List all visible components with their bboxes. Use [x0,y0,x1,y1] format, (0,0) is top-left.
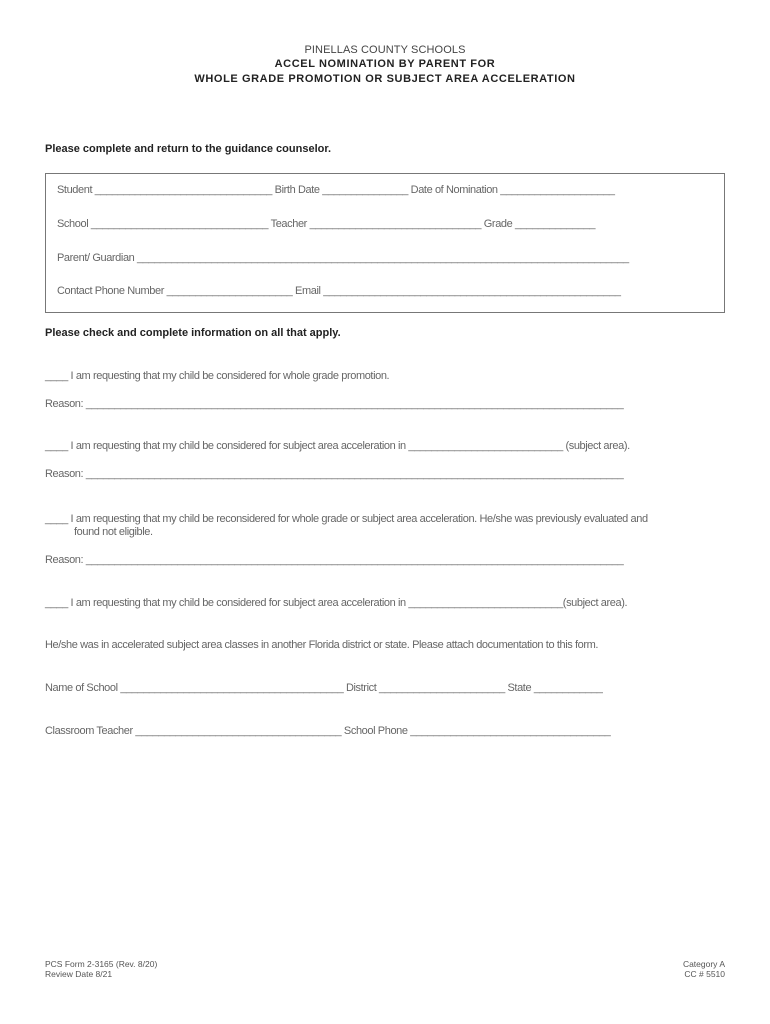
cc-number: CC # 5510 [684,969,725,979]
previous-school-row[interactable]: Name of School _______________________________________ District ______________________ State ____________ [45,682,603,694]
reason-whole-grade[interactable]: Reason: ______________________________________________________________________________________________ [45,398,624,410]
review-date: Review Date 8/21 [45,969,113,979]
contact-row[interactable]: Contact Phone Number ______________________ Email ____________________________________________________ [57,285,621,297]
category-label: Category A [682,959,725,969]
form-subtitle: WHOLE GRADE PROMOTION OR SUBJECT AREA ACCELERATION [194,73,576,85]
option-subject-area[interactable]: ____ I am requesting that my child be considered for subject area acceleration in ___________________________ (subject area). [45,440,630,452]
reason-subject-area[interactable]: Reason: ______________________________________________________________________________________________ [45,468,624,480]
parent-guardian-row[interactable]: Parent/ Guardian ______________________________________________________________________________________ [57,252,629,264]
option-reconsider-continued: found not eligible. [74,526,153,538]
reason-reconsider[interactable]: Reason: ______________________________________________________________________________________________ [45,554,624,566]
check-instructions: Please check and complete information on all that apply. [45,327,341,339]
previous-district-note: He/she was in accelerated subject area classes in another Florida district or state. Please attach documentation to this form. [45,639,599,651]
option-transfer-subject[interactable]: ____ I am requesting that my child be considered for subject area acceleration in ___________________________(subject area). [45,597,628,609]
option-reconsider[interactable]: ____ I am requesting that my child be reconsidered for whole grade or subject area acceleration. He/she was previously evaluated and [45,513,648,525]
form-title: ACCEL NOMINATION BY PARENT FOR [274,58,496,70]
school-info-row[interactable]: School _______________________________ Teacher ______________________________ Grade ______________ [57,218,596,230]
student-info-row[interactable]: Student _______________________________ Birth Date _______________ Date of Nomination ____________________ [57,184,615,196]
classroom-teacher-row[interactable]: Classroom Teacher ____________________________________ School Phone ___________________________________ [45,725,611,737]
return-instructions: Please complete and return to the guidance counselor. [45,143,332,155]
form-number: PCS Form 2-3165 (Rev. 8/20) [45,959,158,969]
district-name: PINELLAS COUNTY SCHOOLS [304,44,466,56]
option-whole-grade[interactable]: ____ I am requesting that my child be considered for whole grade promotion. [45,370,390,382]
